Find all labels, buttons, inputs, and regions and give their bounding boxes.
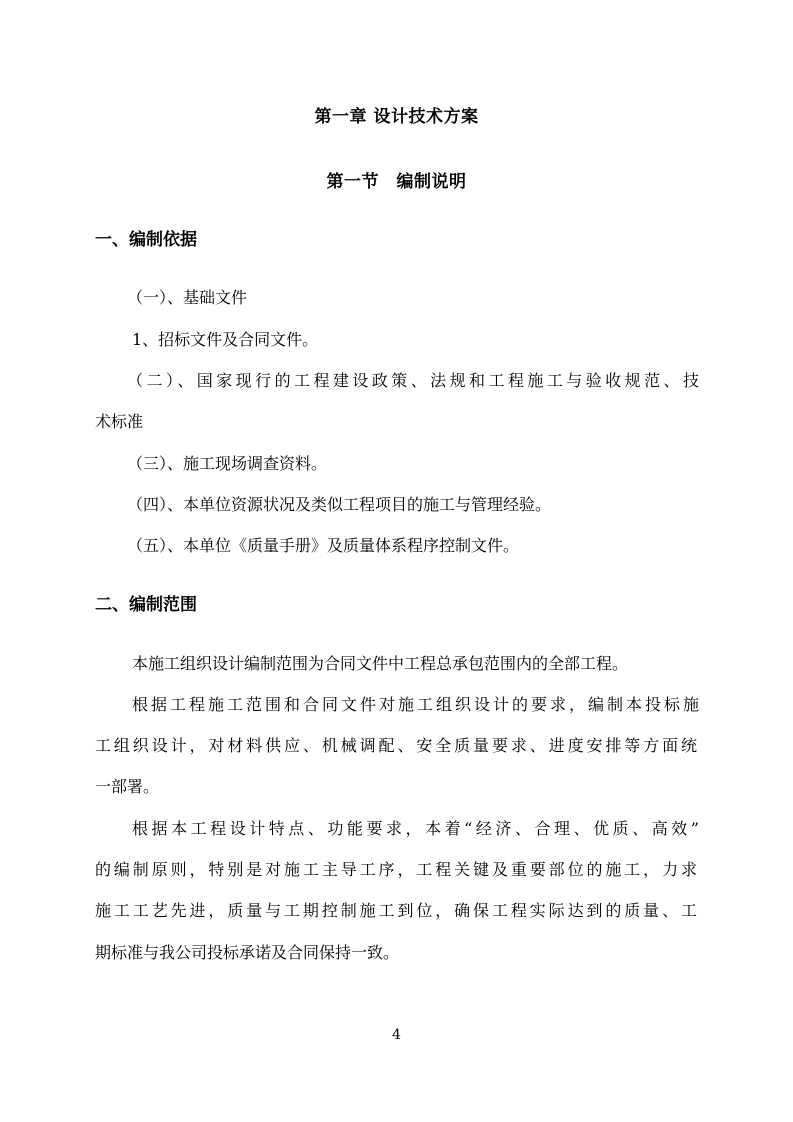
scope-paragraph-2-line-1: 根据工程施工范围和合同文件对施工组织设计的要求，编制本投标施 <box>132 695 699 714</box>
basis-item-3: （三）、施工现场调查资料。 <box>127 454 328 473</box>
scope-paragraph-3-line-4: 期标准与我公司投标承诺及合同保持一致。 <box>95 943 400 962</box>
page-number: 4 <box>392 1027 401 1043</box>
basis-item-1-detail: 1、招标文件及合同文件。 <box>132 330 319 349</box>
basis-item-2-continued: 术标准 <box>95 412 144 431</box>
chapter-title: 第一章 设计技术方案 <box>314 107 479 127</box>
basis-item-1: （一）、基础文件 <box>127 288 248 307</box>
scope-paragraph-3-line-1: 根据本工程设计特点、功能要求，本着“经济、合理、优质、高效” <box>132 819 699 838</box>
scope-paragraph-1: 本施工组织设计编制范围为合同文件中工程总承包范围内的全部工程。 <box>132 654 629 673</box>
basis-item-2: （二）、国家现行的工程建设政策、法规和工程施工与验收规范、技 <box>127 371 699 390</box>
part1-heading: 一、编制依据 <box>95 230 197 250</box>
scope-paragraph-2-line-3: 一部署。 <box>95 777 160 796</box>
part2-heading: 二、编制范围 <box>95 595 197 615</box>
scope-paragraph-3-line-2: 的编制原则，特别是对施工主导工序，工程关键及重要部位的施工，力求 <box>95 860 697 879</box>
section-title: 第一节 编制说明 <box>326 172 467 192</box>
basis-item-4: （四）、本单位资源状况及类似工程项目的施工与管理经验。 <box>127 495 552 514</box>
scope-paragraph-2-line-2: 工组织设计，对材料供应、机械调配、安全质量要求、进度安排等方面统 <box>95 736 697 755</box>
basis-item-5: （五）、本单位《质量手册》及质量体系程序控制文件。 <box>127 536 520 555</box>
scope-paragraph-3-line-3: 施工工艺先进，质量与工期控制施工到位，确保工程实际达到的质量、工 <box>95 901 697 920</box>
